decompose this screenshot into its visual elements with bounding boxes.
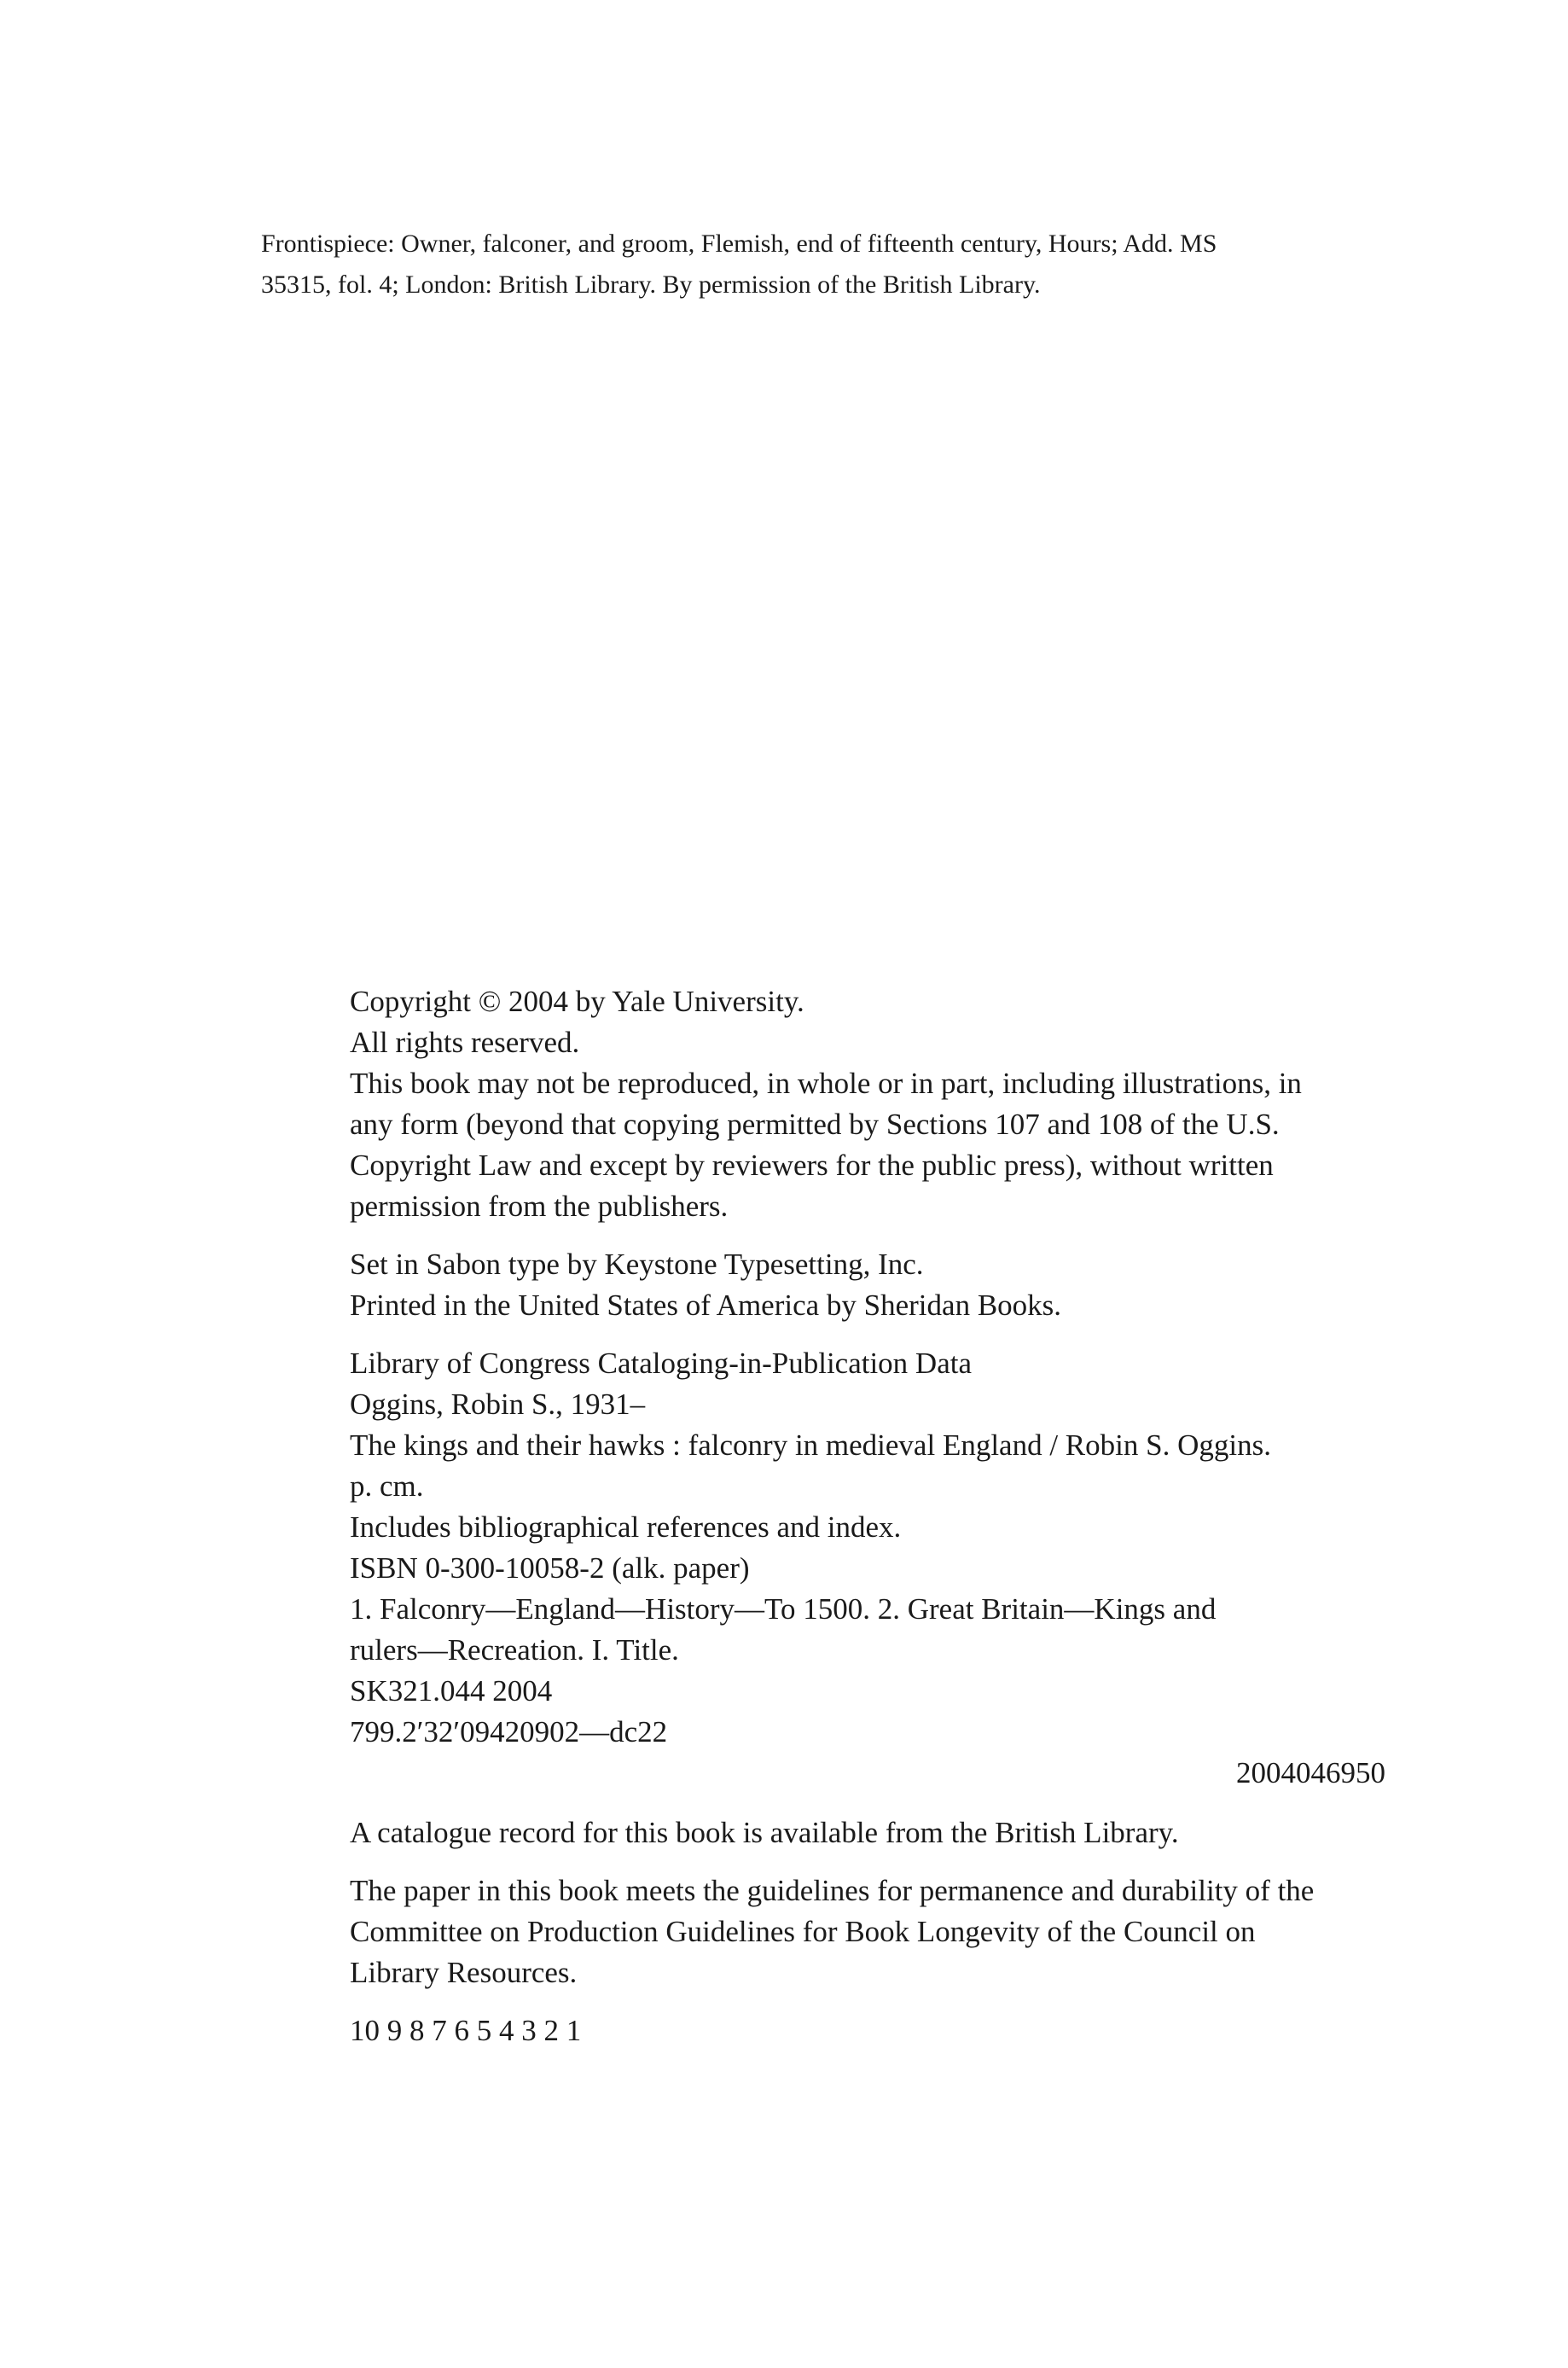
cip-pagination: p. cm.	[350, 1469, 424, 1503]
cip-title: The kings and their hawks : falconry in medieval England / Robin S. Oggins.	[350, 1428, 1271, 1462]
rights-reserved: All rights reserved.	[350, 1026, 580, 1059]
paper-line: Library Resources.	[350, 1956, 578, 1989]
paper-line: Committee on Production Guidelines for Book Longevity of the Council on	[350, 1915, 1256, 1948]
restriction-line: permission from the publishers.	[350, 1190, 729, 1223]
frontispiece-line-1: Frontispiece: Owner, falconer, and groom, Flemish, end of fifteenth century, Hours; Add. MS	[261, 230, 1217, 258]
paper-line: The paper in this book meets the guidelines for permanence and durability of the	[350, 1874, 1315, 1907]
restriction-line: This book may not be reproduced, in whole or in part, including illustrations, in	[350, 1067, 1302, 1100]
copyright-page-text	[350, 981, 1396, 2068]
printer-line: Printed in the United States of America by Sheridan Books.	[350, 1289, 1062, 1322]
cip-author: Oggins, Robin S., 1931–	[350, 1388, 646, 1421]
cip-notes: Includes bibliographical references and index.	[350, 1510, 902, 1544]
cip-subjects: 1. Falconry—England—History—To 1500. 2. Great Britain—Kings and	[350, 1592, 1217, 1626]
printing-number-block	[350, 2010, 1396, 2051]
typesetting-line: Set in Sabon type by Keystone Typesetting, Inc.	[350, 1248, 924, 1281]
cip-lccn: 2004046950	[1236, 1756, 1385, 1789]
cip-subjects-continued: rulers—Recreation. I. Title.	[350, 1633, 679, 1667]
restriction-line: any form (beyond that copying permitted by Sections 107 and 108 of the U.S.	[350, 1108, 1280, 1141]
printing-line: 10 9 8 7 6 5 4 3 2 1	[350, 2014, 582, 2047]
catalogue-record-block	[350, 1812, 1396, 1853]
paper-block	[350, 1871, 1396, 1993]
catalogue-record: A catalogue record for this book is available from the British Library.	[350, 1816, 1179, 1849]
frontispiece-line-2: 35315, fol. 4; London: British Library. By permission of the British Library.	[261, 271, 1041, 299]
cip-heading: Library of Congress Cataloging-in-Publication Data	[350, 1347, 973, 1380]
cip-block	[350, 1343, 1396, 1794]
cip-lc-class: SK321.044 2004	[350, 1674, 553, 1708]
cip-isbn: ISBN 0-300-10058-2 (alk. paper)	[350, 1551, 750, 1585]
restriction-line: Copyright Law and except by reviewers for the public press), without written	[350, 1149, 1274, 1182]
cip-dewey: 799.2′32′09420902—dc22	[350, 1715, 668, 1748]
copyright-notice: Copyright © 2004 by Yale University.	[350, 985, 804, 1018]
printing-block	[350, 1244, 1396, 1326]
copyright-block	[350, 981, 1396, 1227]
frontispiece-caption	[261, 224, 1396, 305]
